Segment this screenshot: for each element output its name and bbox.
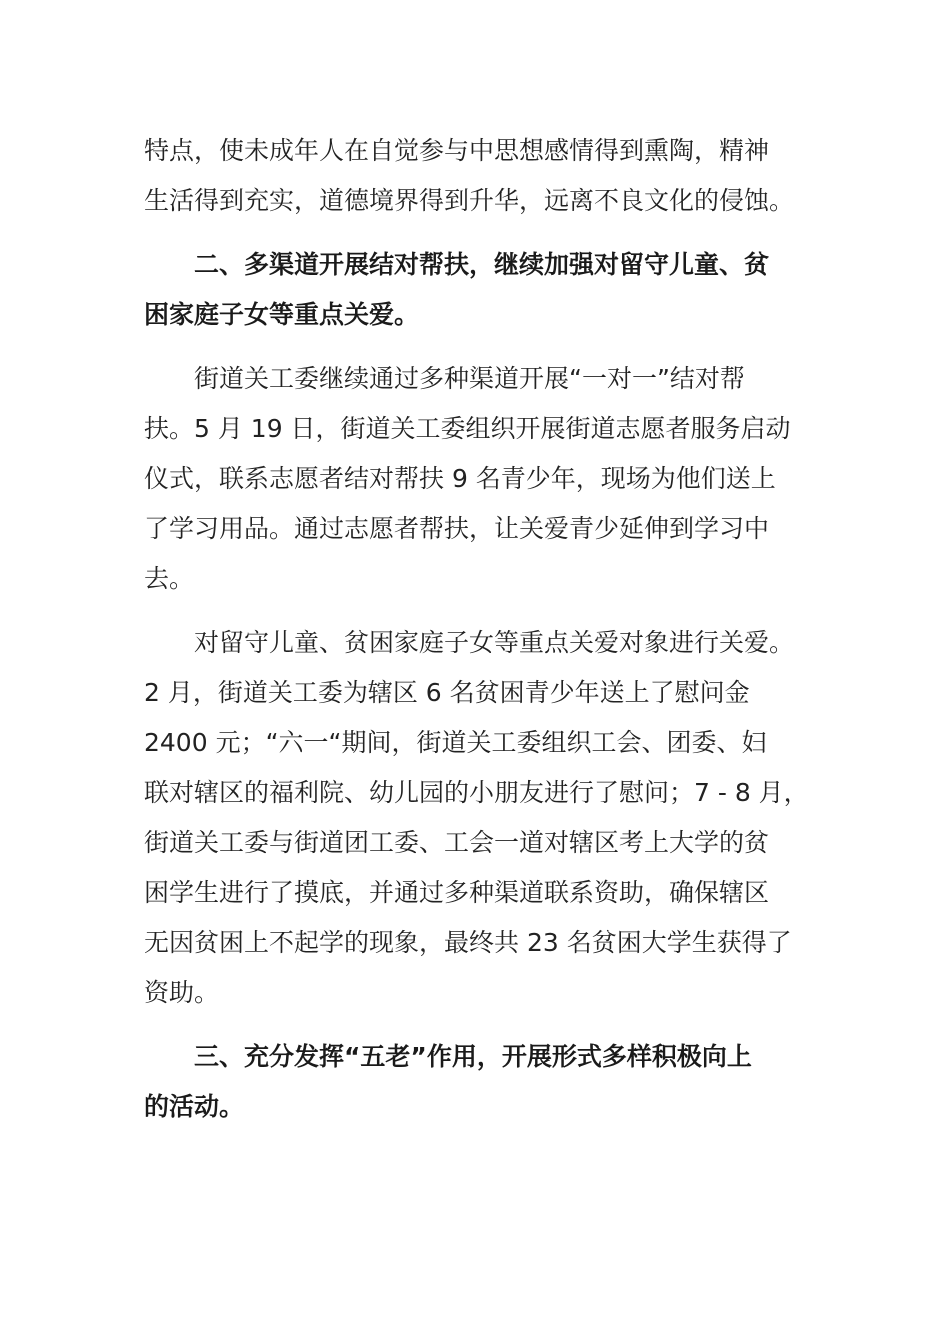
text-line: 2 月，街道关工委为辖区 6 名贫困青少年送上了慰问金: [144, 678, 750, 707]
heading-line: 的活动。: [144, 1092, 245, 1121]
document-body: [144, 126, 820, 1146]
text-line: 联对辖区的福利院、幼儿园的小朋友进行了慰问；7 - 8 月，: [144, 778, 809, 807]
text-line: 街道关工委与街道团工委、工会一道对辖区考上大学的贫: [144, 828, 770, 857]
heading-line: 三、充分发挥“五老”作用，开展形式多样积极向上: [194, 1042, 752, 1071]
heading-line: 困家庭子女等重点关爱。: [144, 300, 420, 329]
text-line: 去。: [144, 564, 195, 593]
text-line: 2400 元；“六一“期间，街道关工委组织工会、团委、妇: [144, 728, 767, 757]
text-line: 无因贫困上不起学的现象，最终共 23 名贫困大学生获得了: [144, 928, 792, 957]
text-line: 资助。: [144, 978, 220, 1007]
section-heading-3: [144, 1032, 820, 1132]
paragraph-body-3: [144, 618, 820, 1018]
text-line: 扶。5 月 19 日，街道关工委组织开展街道志愿者服务启动: [144, 414, 791, 443]
text-line: 生活得到充实，道德境界得到升华，远离不良文化的侵蚀。: [144, 186, 795, 215]
text-line: 街道关工委继续通过多种渠道开展“一对一”结对帮: [194, 364, 745, 393]
text-line: 了学习用品。通过志愿者帮扶，让关爱青少延伸到学习中: [144, 514, 770, 543]
paragraph-body-1: [144, 126, 820, 226]
text-line: 困学生进行了摸底，并通过多种渠道联系资助，确保辖区: [144, 878, 770, 907]
heading-line: 二、多渠道开展结对帮扶，继续加强对留守儿童、贫: [194, 250, 770, 279]
section-heading-2: [144, 240, 820, 340]
paragraph-body-2: [144, 354, 820, 604]
text-line: 特点，使未成年人在自觉参与中思想感情得到熏陶，精神: [144, 136, 770, 165]
text-line: 对留守儿童、贫困家庭子女等重点关爱对象进行关爱。: [194, 628, 795, 657]
text-line: 仪式，联系志愿者结对帮扶 9 名青少年，现场为他们送上: [144, 464, 776, 493]
